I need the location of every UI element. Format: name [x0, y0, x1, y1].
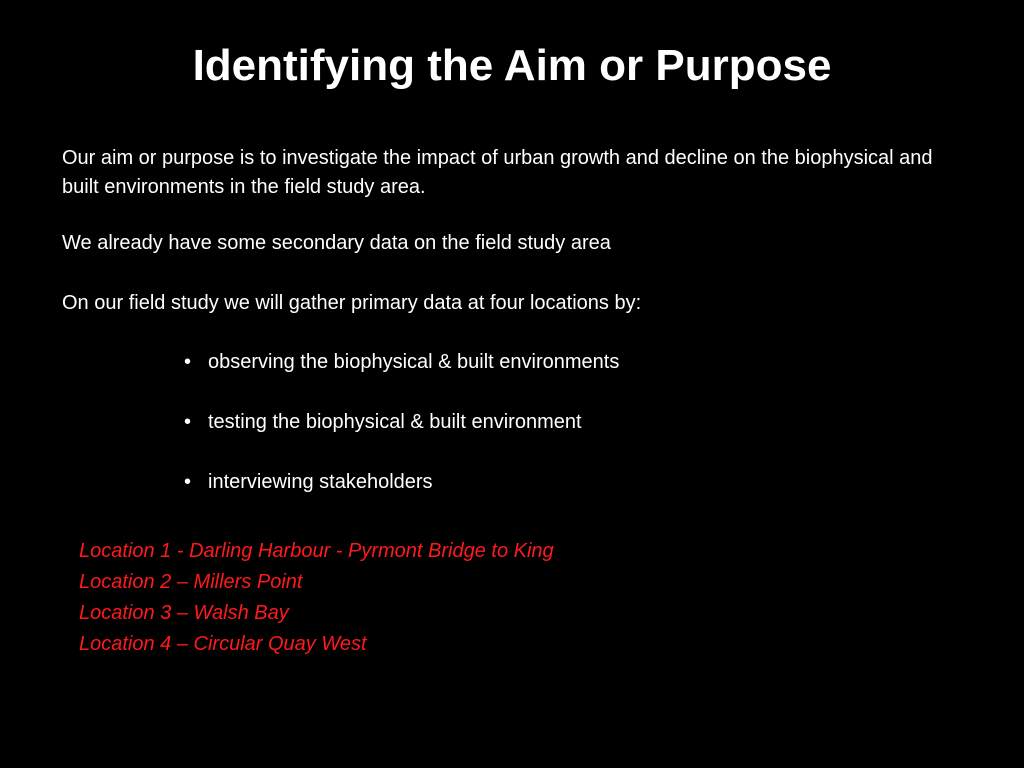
- bullet-item: [184, 408, 619, 468]
- method-bullet-list: [184, 348, 619, 528]
- bullet-icon: •: [184, 471, 192, 493]
- secondary-data-paragraph: We already have some secondary data on the field study area: [62, 232, 611, 254]
- location-item: Location 3 – Walsh Bay: [79, 602, 289, 624]
- bullet-text: testing the biophysical & built environment: [208, 411, 582, 433]
- primary-data-paragraph: On our field study we will gather primary data at four locations by:: [62, 292, 642, 314]
- location-item: Location 1 - Darling Harbour - Pyrmont Bridge to King: [79, 540, 554, 562]
- bullet-text: interviewing stakeholders: [208, 471, 433, 493]
- aim-paragraph: Our aim or purpose is to investigate the impact of urban growth and decline on the biophysical and built environments in the field study area.: [62, 147, 933, 198]
- bullet-item: [184, 468, 619, 528]
- location-item: Location 4 – Circular Quay West: [79, 633, 367, 655]
- bullet-icon: •: [184, 411, 192, 433]
- location-item: Location 2 – Millers Point: [79, 571, 303, 593]
- bullet-text: observing the biophysical & built environments: [208, 351, 620, 373]
- bullet-icon: •: [184, 351, 192, 373]
- bullet-item: [184, 348, 619, 408]
- slide-title: Identifying the Aim or Purpose: [192, 41, 832, 90]
- locations-list: [79, 536, 554, 660]
